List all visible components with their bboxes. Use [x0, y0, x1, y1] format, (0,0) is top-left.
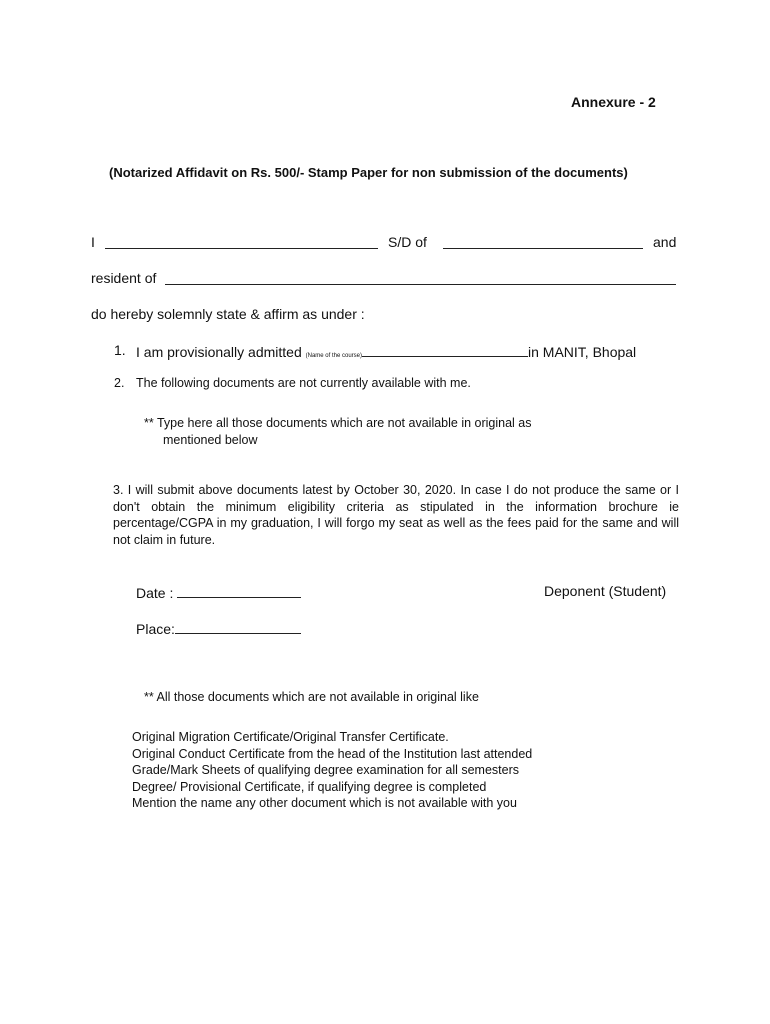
sd-of-label: S/D of — [388, 234, 427, 250]
affirm-statement: do hereby solemnly state & affirm as under : — [91, 306, 365, 322]
date-line — [136, 583, 301, 601]
item1-line — [136, 342, 636, 360]
footnote: ** All those documents which are not available in original like — [144, 690, 479, 704]
note-line-1: ** Type here all those documents which are not available in original as — [144, 416, 532, 430]
resident-label: resident of — [91, 270, 157, 286]
deponent-label: Deponent (Student) — [544, 583, 667, 599]
course-hint: (Name of the course) — [305, 353, 362, 359]
list-item: Grade/Mark Sheets of qualifying degree examination for all semesters — [132, 763, 519, 777]
item1-number: 1. — [114, 342, 126, 358]
place-line — [136, 619, 301, 637]
item1-text: I am provisionally admitted — [136, 344, 302, 360]
affidavit-heading: (Notarized Affidavit on Rs. 500/- Stamp Paper for non submission of the documents) — [109, 165, 628, 180]
list-item: Mention the name any other document which is not available with you — [132, 796, 517, 810]
item3-paragraph: 3. I will submit above documents latest by October 30, 2020. In case I do not produce the same or I don't obtain the minimum eligibility criteria as stipulated in the information brochure ie percentage/CGPA in my graduation, I will forgo my seat as well as the fees paid for the same and will not claim in future. — [113, 483, 679, 547]
date-blank[interactable] — [177, 583, 301, 598]
address-blank[interactable] — [165, 270, 676, 285]
item2-text: The following documents are not currently available with me. — [136, 376, 471, 390]
item1-suffix: in MANIT, Bhopal — [528, 344, 637, 360]
date-label: Date : — [136, 585, 174, 601]
name-blank[interactable] — [105, 234, 378, 249]
list-item: Original Migration Certificate/Original Transfer Certificate. — [132, 730, 449, 744]
list-item: Degree/ Provisional Certificate, if qualifying degree is completed — [132, 779, 487, 794]
place-label: Place: — [136, 621, 175, 637]
parent-name-blank[interactable] — [443, 234, 643, 249]
note-line-2: mentioned below — [163, 433, 258, 447]
and-label: and — [653, 234, 677, 250]
item2-number: 2. — [114, 376, 125, 390]
list-item: Original Conduct Certificate from the head of the Institution last attended — [132, 746, 533, 761]
documents-list — [132, 729, 532, 812]
place-blank[interactable] — [175, 619, 301, 634]
name-prefix: I — [91, 234, 95, 250]
annexure-label: Annexure - 2 — [571, 94, 656, 110]
course-blank[interactable] — [362, 342, 528, 357]
